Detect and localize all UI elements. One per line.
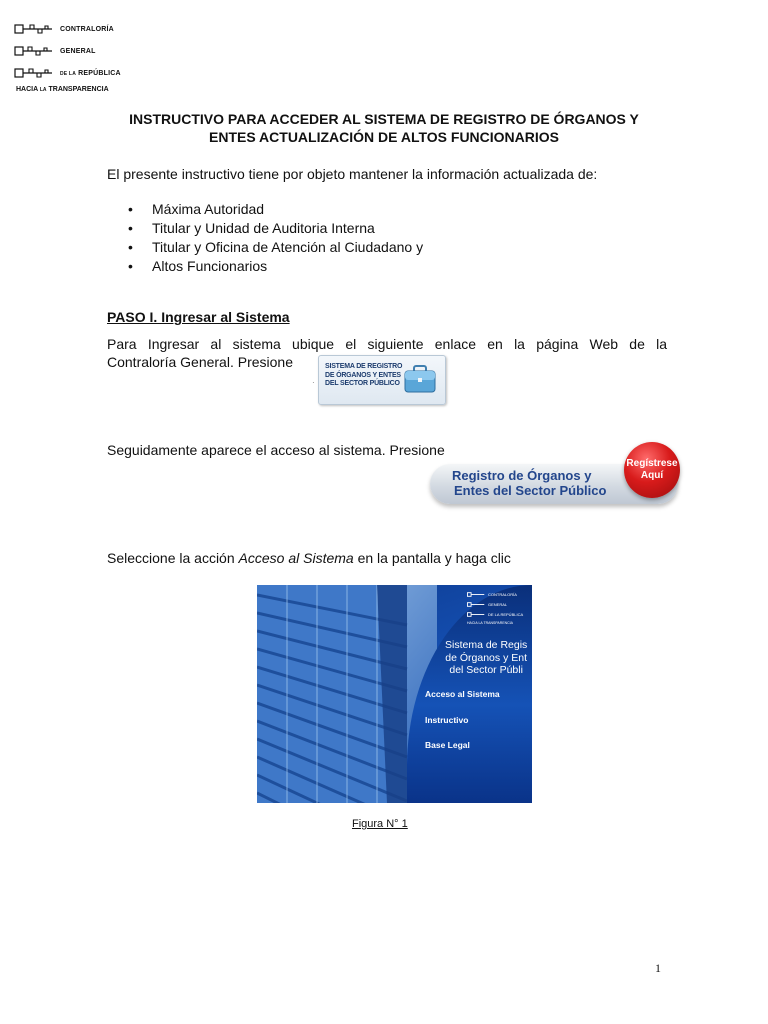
- logo-tagline-b: LA: [39, 87, 47, 93]
- badge-line-2: Aquí: [640, 470, 664, 481]
- badge-line-1: Regístrese: [626, 458, 678, 469]
- logo-line-3-small: DE LA: [60, 70, 76, 77]
- title-line-1: INSTRUCTIVO PARA ACCEDER AL SISTEMA DE REGISTRO DE ÓRGANOS Y: [129, 111, 639, 127]
- step3-italic-action: Acceso al Sistema: [238, 550, 354, 566]
- figure-caption: Figura N° 1: [352, 818, 408, 830]
- menu-item-instructivo[interactable]: Instructivo: [425, 715, 469, 725]
- intro-paragraph: El presente instructivo tiene por objeto mantener la información actualizada de:: [107, 166, 598, 182]
- step3-text-before: Seleccione la acción: [107, 550, 239, 566]
- logo-tagline: [16, 86, 109, 93]
- link-button-line-1: SISTEMA DE REGISTRO: [325, 363, 403, 370]
- document-title: [100, 110, 668, 146]
- system-screenshot-figure: [257, 585, 532, 803]
- register-button-label: [452, 468, 606, 498]
- link-button-line-3: DEL SECTOR PÚBLICO: [325, 380, 400, 387]
- figure-logo-line-2: GENERAL: [488, 602, 508, 607]
- logo-row-2: [14, 44, 96, 58]
- figure-logo-line-3: DE LA REPÚBLICA: [488, 612, 524, 617]
- page-number: 1: [655, 961, 661, 975]
- menu-item-acceso[interactable]: Acceso al Sistema: [425, 689, 500, 699]
- registro-organos-button[interactable]: [428, 438, 684, 514]
- logo-line-1: CONTRALORÍA: [60, 25, 114, 33]
- logo-line-3: [60, 70, 121, 77]
- menu-item-base-legal[interactable]: Base Legal: [425, 740, 470, 750]
- sistema-registro-link-button[interactable]: [318, 355, 446, 405]
- step3-text-after: en la pantalla y haga clic: [353, 550, 511, 566]
- briefcase-icon: [403, 364, 437, 394]
- logo-row-1: [14, 22, 114, 36]
- step1-line-1: Para Ingresar al sistema ubique el siguiente enlace en la página Web de la: [107, 336, 667, 352]
- register-line-2: Entes del Sector Público: [454, 483, 607, 498]
- link-button-label: [325, 363, 402, 389]
- title-line-2: ENTES ACTUALIZACIÓN DE ALTOS FUNCIONARIOS: [209, 129, 559, 145]
- step-heading: PASO I. Ingresar al Sistema: [107, 309, 290, 325]
- logo-line-2: GENERAL: [60, 47, 96, 55]
- list-item: • Titular y Oficina de Atención al Ciudadano y: [128, 238, 423, 257]
- figure-logo: [467, 591, 527, 627]
- figure-logo-row: [467, 601, 507, 608]
- figure-logo-row: [467, 611, 523, 618]
- key-icon: [14, 66, 58, 80]
- cursor-mark: ·: [312, 378, 315, 387]
- link-button-line-2: DE ÓRGANOS Y ENTES: [325, 371, 401, 379]
- key-icon: [467, 601, 487, 608]
- step3-paragraph: [107, 550, 511, 566]
- logo-row-3: [14, 66, 121, 80]
- step2-paragraph: Seguidamente aparece el acceso al sistema. Presione: [107, 442, 445, 458]
- bullet-list: [128, 200, 423, 276]
- logo-tagline-a: HACIA: [16, 86, 38, 93]
- figure-logo-row: [467, 591, 517, 598]
- list-item: • Máxima Autoridad: [128, 200, 423, 219]
- figure-logo-line-1: CONTRALORÍA: [488, 592, 517, 597]
- figure-title-line-1: Sistema de Regis: [445, 639, 528, 651]
- key-icon: [14, 44, 58, 58]
- key-icon: [467, 611, 487, 618]
- list-item: • Titular y Unidad de Auditoria Interna: [128, 219, 423, 238]
- figure-title-line-3: del Sector Públi: [449, 664, 523, 676]
- figure-title-line-2: de Órganos y Ent: [445, 651, 527, 664]
- logo-line-3-main: REPÚBLICA: [78, 69, 121, 77]
- logo-tagline-c: TRANSPARENCIA: [48, 86, 109, 93]
- key-icon: [467, 591, 487, 598]
- key-icon: [14, 22, 58, 36]
- figure-system-title: [445, 639, 527, 677]
- registrese-aqui-badge[interactable]: [624, 442, 680, 498]
- register-line-1: Registro de Órganos y: [452, 468, 592, 483]
- contraloria-logo: [14, 22, 134, 98]
- figure-logo-tagline: HACIA LA TRANSPARENCIA: [467, 621, 513, 625]
- step1-line-2: Contraloría General. Presione: [107, 354, 293, 370]
- list-item: • Altos Funcionarios: [128, 257, 423, 276]
